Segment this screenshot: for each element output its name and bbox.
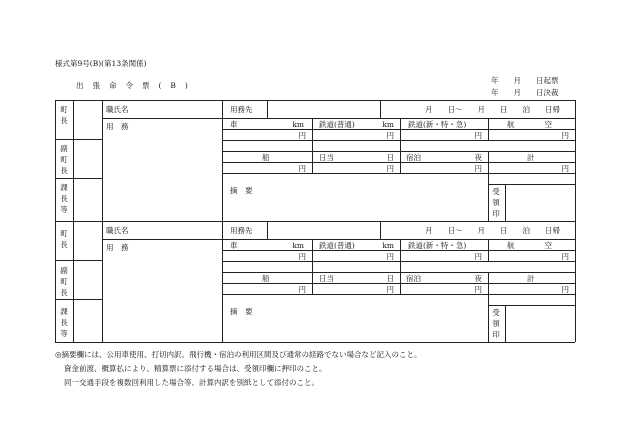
- name-label: 職氏名: [106, 105, 129, 114]
- air-label: 航 空: [507, 120, 552, 129]
- daily-day-unit-2: 日: [386, 274, 394, 283]
- approval-seal-mayor-2[interactable]: [74, 222, 101, 259]
- form-number: 様式第9号(B)(第13条関係): [55, 59, 147, 68]
- car-km-unit: km: [292, 120, 304, 129]
- car-yen-unit-2: 円: [298, 252, 306, 261]
- page-title: 出張命令票(B): [76, 81, 197, 90]
- rail-express-yen-unit-2: 円: [474, 252, 482, 261]
- approval-label-mayor: 町長: [60, 105, 68, 125]
- air-yen-unit-2: 円: [561, 252, 569, 261]
- business-label-2: 用 務: [106, 243, 129, 252]
- destination-label: 用務先: [230, 105, 253, 114]
- total-label-2: 計: [527, 274, 535, 283]
- summary-field-2[interactable]: [223, 317, 487, 341]
- daily-yen-unit: 円: [386, 164, 394, 173]
- lodging-yen-unit-2: 円: [474, 285, 482, 294]
- lodging-label-2: 宿泊: [406, 274, 421, 283]
- car-label-2: 車: [230, 241, 238, 250]
- ship-yen-unit-2: 円: [298, 285, 306, 294]
- approval-label-section-chief: 課長等: [60, 183, 68, 214]
- business-field-2[interactable]: [103, 253, 221, 341]
- period-label: 月 日～ 月 日 泊 日帰: [425, 105, 560, 114]
- receipt-seal-label-2: 受領印: [492, 308, 500, 339]
- approval-label-deputy-mayor: 副町長: [60, 144, 68, 175]
- daily-label-2: 日当: [319, 274, 334, 283]
- rail-yen-unit-2: 円: [386, 252, 394, 261]
- name-label-2: 職氏名: [106, 226, 129, 235]
- daily-label: 日当: [319, 153, 334, 162]
- total-yen-unit: 円: [561, 164, 569, 173]
- period-label-2: 月 日～ 月 日 泊 日帰: [425, 226, 560, 235]
- ship-yen-unit: 円: [298, 164, 306, 173]
- summary-label-2: 摘 要: [230, 307, 253, 316]
- note-3: 同一交通手段を複数回利用した場合等、計算内訳を別紙として添付のこと。: [64, 378, 319, 387]
- date-approved: 年 月 日決裁: [491, 88, 559, 97]
- air-label-2: 航 空: [507, 241, 552, 250]
- approval-seal-deputy-mayor-2[interactable]: [74, 261, 101, 298]
- car-km-unit-2: km: [292, 241, 304, 250]
- destination-label-2: 用務先: [230, 226, 253, 235]
- approval-label-deputy-mayor-2: 副町長: [60, 266, 68, 297]
- summary-label: 摘 要: [230, 186, 253, 195]
- car-label: 車: [230, 120, 238, 129]
- lodging-night-unit-2: 夜: [474, 274, 482, 283]
- rail-km-unit-2: km: [382, 241, 394, 250]
- business-label: 用 務: [106, 122, 129, 131]
- total-yen-unit-2: 円: [561, 285, 569, 294]
- date-drafted: 年 月 日起票: [491, 76, 559, 85]
- rail-express-yen-unit: 円: [474, 131, 482, 140]
- ship-label: 船: [262, 153, 270, 162]
- destination-field-2[interactable]: [268, 222, 379, 238]
- daily-yen-unit-2: 円: [386, 285, 394, 294]
- air-yen-unit: 円: [561, 131, 569, 140]
- lodging-yen-unit: 円: [474, 164, 482, 173]
- rail-express-label: 鉄道(新・特・急): [408, 120, 467, 129]
- lodging-night-unit: 夜: [474, 153, 482, 162]
- rail-express-label-2: 鉄道(新・特・急): [408, 241, 467, 250]
- car-yen-unit: 円: [298, 131, 306, 140]
- name-field-2[interactable]: [135, 222, 221, 238]
- rail-yen-unit: 円: [386, 131, 394, 140]
- approval-seal-section-chief-2[interactable]: [74, 300, 101, 341]
- lodging-label: 宿泊: [406, 153, 421, 162]
- receipt-seal-label: 受領印: [492, 187, 500, 218]
- total-label: 計: [527, 153, 535, 162]
- note-2: 資金前渡、概算払により、精算票に添付する場合は、受領印欄に押印のこと。: [64, 364, 327, 373]
- receipt-seal-box-2[interactable]: [506, 306, 574, 341]
- note-1: ◎摘要欄には、公用車使用、打切内訳、飛行機・宿泊の利用区間及び通常の経路でない場合など記入のこと。: [55, 350, 422, 359]
- rail-label: 鉄道(普通): [319, 120, 355, 129]
- rail-label-2: 鉄道(普通): [319, 241, 355, 250]
- rail-km-unit: km: [382, 120, 394, 129]
- daily-day-unit: 日: [386, 153, 394, 162]
- ship-label-2: 船: [262, 274, 270, 283]
- approval-label-mayor-2: 町長: [60, 229, 68, 249]
- approval-label-section-chief-2: 課長等: [60, 307, 68, 338]
